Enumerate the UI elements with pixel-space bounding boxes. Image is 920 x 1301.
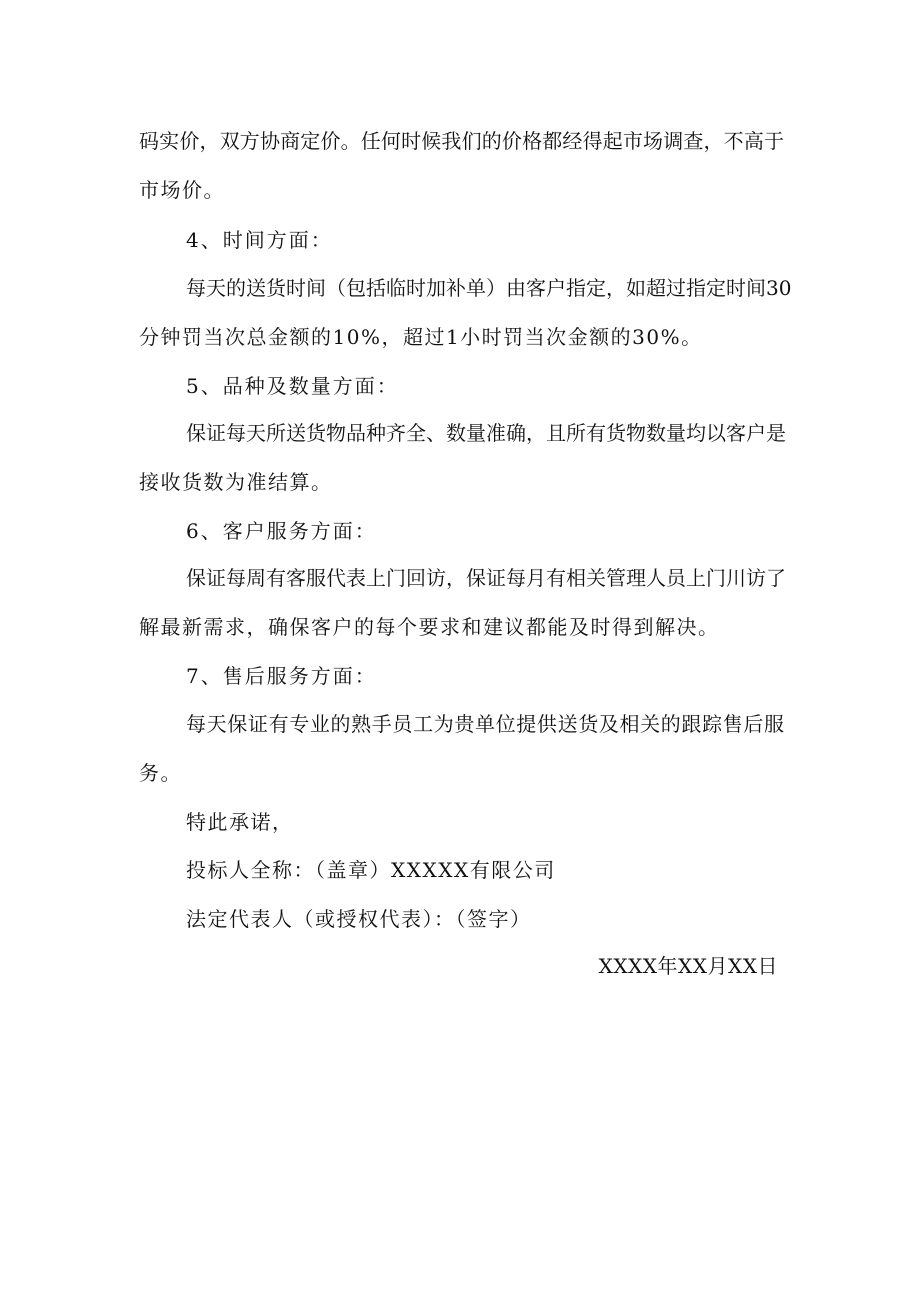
paragraph-line: 码实价，双方协商定价。任何时候我们的价格都经得起市场调查，不高于 bbox=[139, 129, 784, 153]
section-heading-after-sales: 7、售后服务方面： bbox=[186, 664, 377, 688]
paragraph-line: 接收货数为准结算。 bbox=[139, 470, 333, 494]
signature-date: XXXX年XX月XX日 bbox=[598, 954, 778, 978]
section-heading-customer-service: 6、客户服务方面： bbox=[186, 519, 377, 543]
legal-representative-line: 法定代表人（或授权代表）：（签字） bbox=[186, 907, 532, 931]
paragraph-line: 每天的送货时间（包括临时加补单）由客户指定，如超过指定时间30 bbox=[186, 276, 792, 300]
paragraph-line: 市场价。 bbox=[139, 178, 225, 202]
paragraph-line: 保证每天所送货物品种齐全、数量准确，且所有货物数量均以客户是 bbox=[186, 421, 786, 445]
paragraph-line: 解最新需求，确保客户的每个要求和建议都能及时得到解决。 bbox=[139, 615, 720, 639]
paragraph-line: 分钟罚当次总金额的10%，超过1小时罚当次金额的30%。 bbox=[139, 325, 703, 349]
section-heading-time: 4、时间方面： bbox=[186, 228, 333, 252]
paragraph-line: 务。 bbox=[139, 761, 182, 785]
paragraph-line: 每天保证有专业的熟手员工为贵单位提供送货及相关的跟踪售后服 bbox=[186, 712, 784, 736]
paragraph-line: 保证每周有客服代表上门回访，保证每月有相关管理人员上门川访了 bbox=[186, 566, 786, 590]
section-heading-variety-quantity: 5、品种及数量方面： bbox=[186, 374, 399, 398]
bidder-name-line: 投标人全称：（盖章）XXXXX有限公司 bbox=[186, 858, 556, 882]
closing-statement: 特此承诺， bbox=[186, 810, 294, 834]
